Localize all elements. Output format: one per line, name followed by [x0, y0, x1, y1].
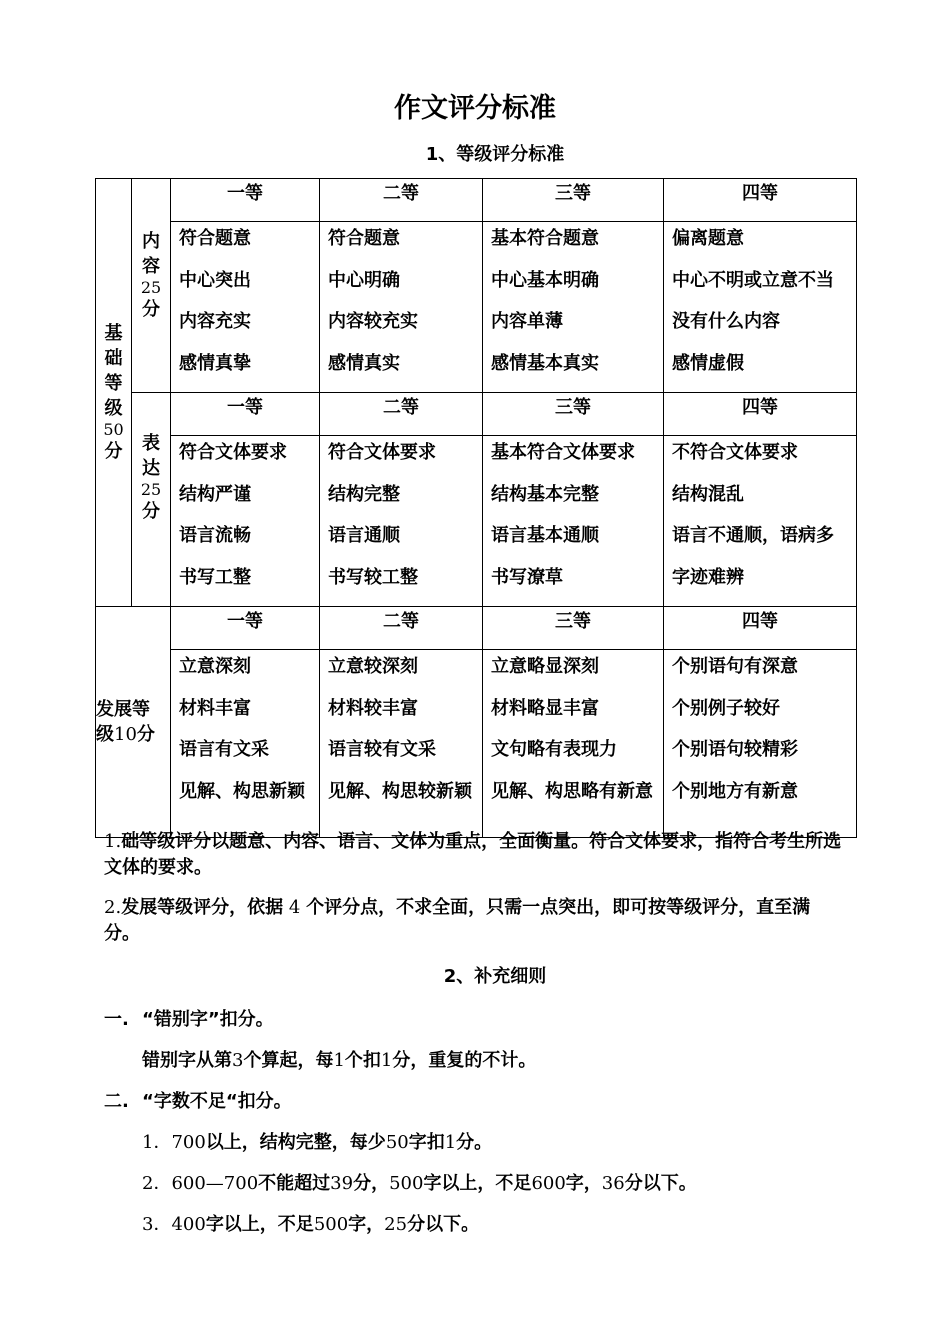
expression-cell-grade3: 基本符合文体要求 结构基本完整 语言基本通顺 书写潦草	[483, 436, 664, 607]
grade-header: 四等	[664, 607, 857, 650]
section2-title: 2、补充细则	[443, 966, 547, 987]
grade-header: 四等	[664, 393, 857, 436]
table-row	[96, 607, 857, 650]
development-cell-grade2: 立意较深刻 材料较丰富 语言较有文采 见解、构思较新颖	[320, 650, 483, 838]
grade-header: 三等	[483, 607, 664, 650]
grade-header: 一等	[171, 179, 320, 222]
development-cell-grade1: 立意深刻 材料丰富 语言有文采 见解、构思新颖	[171, 650, 320, 838]
table-row	[96, 436, 857, 607]
grade-header: 二等	[320, 607, 483, 650]
grading-table	[95, 178, 857, 838]
rule-2-item-2: 2．600—700不能超过39分，500字以上，不足600字，36分以下。	[142, 1173, 697, 1194]
content-label: 内 容 25 分	[132, 179, 171, 393]
page-title: 作文评分标准	[394, 93, 556, 124]
expression-label: 表 达 25 分	[132, 393, 171, 607]
table-row	[96, 650, 857, 838]
expression-cell-grade4: 不符合文体要求 结构混乱 语言不通顺，语病多 字迹难辨	[664, 436, 857, 607]
note-2: 2.发展等级评分，依据 4 个评分点，不求全面，只需一点突出，即可按等级评分，直至满分。	[104, 897, 811, 944]
rule-2-heading: 二. “字数不足“扣分。	[104, 1091, 292, 1112]
development-cell-grade3: 立意略显深刻 材料略显丰富 文句略有表现力 见解、构思略有新意	[483, 650, 664, 838]
development-cell-grade4: 个别语句有深意 个别例子较好 个别语句较精彩 个别地方有新意	[664, 650, 857, 838]
section1-title: 1、等级评分标准	[425, 144, 565, 165]
grade-header: 三等	[483, 393, 664, 436]
note-1: 1.础等级评分以题意、内容、语言、文体为重点，全面衡量。符合文体要求，指符合考生所选文体的要求。	[104, 831, 842, 878]
grade-header: 二等	[320, 393, 483, 436]
content-cell-grade1: 符合题意 中心突出 内容充实 感情真挚	[171, 222, 320, 393]
grade-header: 一等	[171, 607, 320, 650]
content-cell-grade2: 符合题意 中心明确 内容较充实 感情真实	[320, 222, 483, 393]
expression-cell-grade2: 符合文体要求 结构完整 语言通顺 书写较工整	[320, 436, 483, 607]
grade-header: 四等	[664, 179, 857, 222]
grade-header: 二等	[320, 179, 483, 222]
table-row	[96, 179, 857, 222]
grade-header: 一等	[171, 393, 320, 436]
rule-1-heading: 一. “错别字”扣分。	[104, 1009, 274, 1030]
rule-2-item-3: 3．400字以上，不足500字，25分以下。	[142, 1214, 480, 1235]
content-cell-grade3: 基本符合题意 中心基本明确 内容单薄 感情基本真实	[483, 222, 664, 393]
grade-header: 三等	[483, 179, 664, 222]
development-level-label: 发展等 级10分	[96, 607, 171, 838]
content-cell-grade4: 偏离题意 中心不明或立意不当 没有什么内容 感情虚假	[664, 222, 857, 393]
rule-2-item-1: 1．700以上，结构完整，每少50字扣1分。	[142, 1132, 493, 1153]
expression-cell-grade1: 符合文体要求 结构严谨 语言流畅 书写工整	[171, 436, 320, 607]
rule-1-detail: 错别字从第3个算起，每1个扣1分，重复的不计。	[142, 1050, 537, 1071]
basic-level-label: 基 础 等 级 50 分	[96, 179, 132, 607]
table-row	[96, 393, 857, 436]
table-row	[96, 222, 857, 393]
